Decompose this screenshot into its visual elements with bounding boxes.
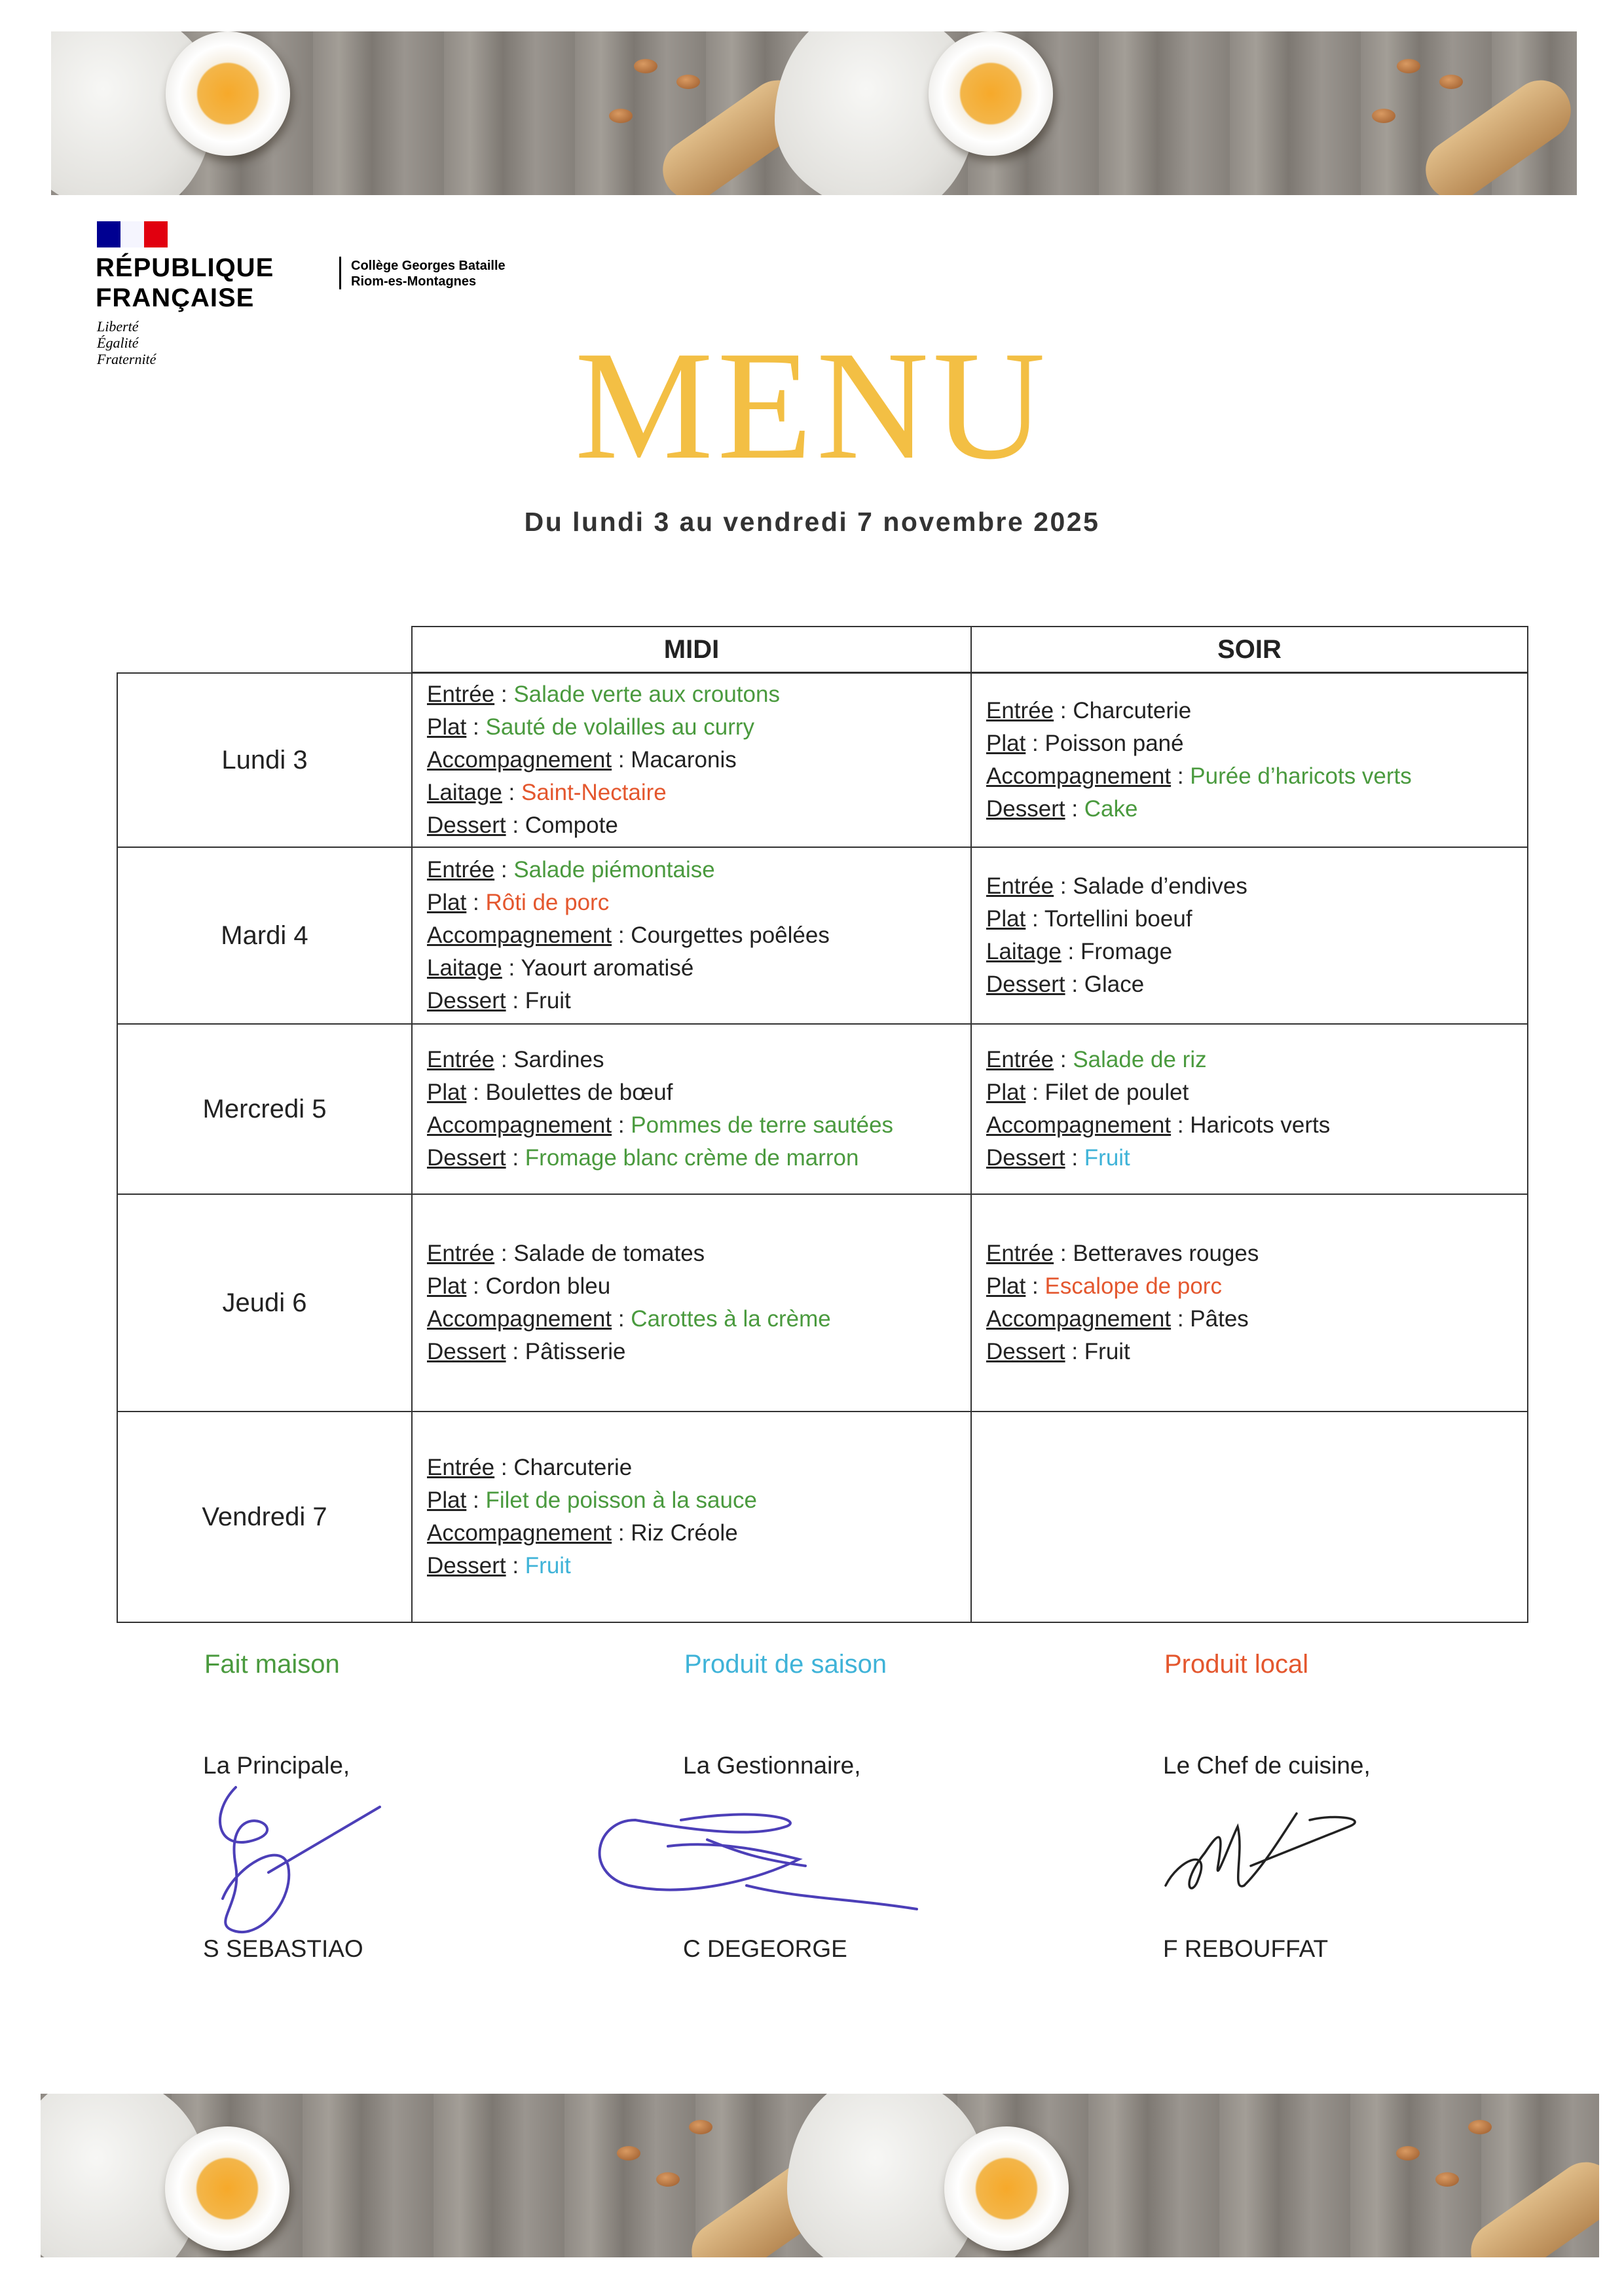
- dish-name: Salade piémontaise: [513, 857, 715, 883]
- menu-item: [427, 1109, 970, 1142]
- course-label: Entrée: [427, 682, 495, 707]
- course-label: Laitage: [986, 939, 1061, 964]
- menu-item: [986, 1237, 1527, 1270]
- separator: :: [1025, 906, 1044, 932]
- menu-item: [427, 886, 970, 919]
- course-label: Plat: [986, 1080, 1026, 1105]
- course-label: Plat: [427, 1487, 467, 1513]
- gestionnaire-signature: [589, 1781, 930, 1912]
- menu-item: [986, 1076, 1527, 1109]
- legend-fait-maison: Fait maison: [204, 1650, 340, 1679]
- dish-name: Salade verte aux croutons: [513, 682, 780, 707]
- dish-name: Escalope de porc: [1044, 1273, 1222, 1299]
- principale-signature: [196, 1768, 393, 1951]
- dish-name: Pâtes: [1190, 1306, 1249, 1332]
- course-label: Accompagnement: [427, 1520, 612, 1546]
- menu-item: [427, 1142, 970, 1175]
- course-label: Entrée: [427, 857, 495, 883]
- dish-name: Carottes à la crème: [631, 1306, 831, 1332]
- course-label: Plat: [986, 906, 1026, 932]
- separator: :: [502, 780, 522, 805]
- separator: :: [612, 1306, 631, 1332]
- menu-item: [986, 793, 1527, 826]
- dish-name: Glace: [1084, 972, 1145, 997]
- separator: :: [1025, 731, 1045, 756]
- course-label: Dessert: [427, 1145, 506, 1171]
- course-label: Entrée: [986, 1241, 1054, 1266]
- course-label: Entrée: [427, 1455, 495, 1480]
- soir-menu-cell: [970, 847, 1528, 1025]
- course-label: Plat: [427, 714, 467, 740]
- french-flag-logo: [97, 221, 168, 247]
- course-label: Dessert: [986, 1339, 1065, 1364]
- college-name: Collège Georges Bataille Riom-es-Montagnes: [351, 259, 506, 289]
- menu-item: [427, 1550, 970, 1582]
- separator: :: [1054, 1047, 1073, 1072]
- menu-item: [986, 1142, 1527, 1175]
- dish-name: Fruit: [1084, 1339, 1130, 1364]
- menu-item: [986, 760, 1527, 793]
- course-label: Laitage: [427, 780, 502, 805]
- separator: :: [1065, 1339, 1084, 1364]
- republique-francaise-wordmark: RÉPUBLIQUE FRANÇAISE: [96, 253, 274, 312]
- course-label: Entrée: [986, 873, 1054, 899]
- menu-item: [427, 854, 970, 886]
- separator: :: [466, 890, 486, 915]
- top-food-banner: [51, 31, 1577, 195]
- dish-name: Macaronis: [631, 747, 737, 773]
- menu-item: [986, 968, 1527, 1001]
- dish-name: Sardines: [513, 1047, 604, 1072]
- soir-header: SOIR: [970, 626, 1528, 673]
- midi-menu-cell: [411, 847, 972, 1025]
- legend-produit-local: Produit local: [1164, 1650, 1309, 1679]
- separator: :: [612, 1112, 631, 1138]
- dish-name: Fromage: [1080, 939, 1173, 964]
- course-label: Entrée: [986, 698, 1054, 723]
- separator: :: [494, 1047, 514, 1072]
- menu-item: [427, 711, 970, 744]
- dish-name: Cake: [1084, 796, 1138, 822]
- course-label: Plat: [427, 1080, 467, 1105]
- dish-name: Salade d’endives: [1073, 873, 1247, 899]
- menu-item: [427, 1076, 970, 1109]
- gestionnaire-role: La Gestionnaire,: [683, 1752, 861, 1779]
- menu-title: MENU: [574, 319, 1050, 492]
- dish-name: Charcuterie: [513, 1455, 633, 1480]
- separator: :: [1065, 972, 1084, 997]
- day-label: Mercredi 5: [117, 1023, 413, 1195]
- menu-item: [427, 1044, 970, 1076]
- chef-role: Le Chef de cuisine,: [1163, 1752, 1371, 1779]
- menu-item: [986, 1336, 1527, 1368]
- separator: :: [1065, 1145, 1084, 1171]
- dish-name: Purée d’haricots verts: [1190, 763, 1412, 789]
- midi-menu-cell: [411, 1023, 972, 1195]
- separator: :: [494, 1455, 514, 1480]
- separator: :: [502, 955, 521, 981]
- dish-name: Fruit: [525, 1553, 571, 1578]
- separator: :: [1054, 873, 1073, 899]
- soir-menu-cell: [970, 1194, 1528, 1412]
- course-label: Accompagnement: [986, 1306, 1172, 1332]
- menu-item: [986, 1303, 1527, 1336]
- menu-item: [986, 936, 1527, 968]
- separator: :: [612, 922, 631, 948]
- midi-menu-cell: [411, 1411, 972, 1623]
- separator: :: [506, 1553, 525, 1578]
- dish-name: Fruit: [525, 988, 571, 1013]
- dish-name: Tortellini boeuf: [1044, 906, 1192, 932]
- dish-name: Saint-Nectaire: [521, 780, 667, 805]
- dish-name: Betteraves rouges: [1073, 1241, 1259, 1266]
- dish-name: Sauté de volailles au curry: [485, 714, 754, 740]
- dish-name: Filet de poisson à la sauce: [485, 1487, 757, 1513]
- menu-item: [427, 952, 970, 985]
- course-label: Accompagnement: [427, 747, 612, 773]
- menu-item: [986, 1270, 1527, 1303]
- menu-item: [986, 1044, 1527, 1076]
- menu-item: [986, 1109, 1527, 1142]
- separator: :: [466, 714, 486, 740]
- course-label: Dessert: [427, 812, 506, 838]
- soir-menu-cell: [970, 1411, 1528, 1623]
- menu-item: [427, 776, 970, 809]
- course-label: Accompagnement: [427, 922, 612, 948]
- course-label: Accompagnement: [986, 1112, 1172, 1138]
- course-label: Accompagnement: [986, 763, 1172, 789]
- dish-name: Fruit: [1084, 1145, 1130, 1171]
- separator: :: [1065, 796, 1084, 822]
- bottom-food-banner: [41, 2094, 1599, 2257]
- dish-name: Salade de tomates: [513, 1241, 705, 1266]
- course-label: Dessert: [427, 1339, 506, 1364]
- course-label: Entrée: [986, 1047, 1054, 1072]
- logo-divider: [339, 257, 341, 289]
- dish-name: Salade de riz: [1073, 1047, 1207, 1072]
- dish-name: Compote: [525, 812, 618, 838]
- menu-item: [427, 809, 970, 842]
- day-label: Vendredi 7: [117, 1411, 413, 1623]
- course-label: Plat: [427, 1273, 467, 1299]
- gestionnaire-name: C DEGEORGE: [683, 1935, 847, 1962]
- menu-item: [986, 727, 1527, 760]
- menu-item: [427, 1517, 970, 1550]
- menu-item: [986, 695, 1527, 727]
- separator: :: [612, 1520, 631, 1546]
- chef-signature: [1153, 1787, 1375, 1905]
- dish-name: Pommes de terre sautées: [631, 1112, 894, 1138]
- dish-name: Courgettes poêlées: [631, 922, 830, 948]
- menu-item: [427, 1270, 970, 1303]
- course-label: Plat: [427, 890, 467, 915]
- dish-name: Pâtisserie: [525, 1339, 626, 1364]
- menu-item: [427, 1451, 970, 1484]
- dish-name: Fromage blanc crème de marron: [525, 1145, 859, 1171]
- separator: :: [506, 1145, 525, 1171]
- dish-name: Charcuterie: [1073, 698, 1192, 723]
- dish-name: Yaourt aromatisé: [521, 955, 694, 981]
- soir-menu-cell: [970, 672, 1528, 848]
- separator: :: [612, 747, 631, 773]
- course-label: Plat: [986, 731, 1026, 756]
- separator: :: [466, 1080, 486, 1105]
- chef-name: F REBOUFFAT: [1163, 1935, 1329, 1962]
- course-label: Dessert: [986, 796, 1065, 822]
- republic-motto: Liberté Égalité Fraternité: [97, 318, 157, 367]
- soir-menu-cell: [970, 1023, 1528, 1195]
- course-label: Dessert: [427, 1553, 506, 1578]
- separator: :: [506, 988, 525, 1013]
- dish-name: Boulettes de bœuf: [485, 1080, 673, 1105]
- separator: :: [1171, 1306, 1190, 1332]
- course-label: Entrée: [427, 1241, 495, 1266]
- course-label: Entrée: [427, 1047, 495, 1072]
- dish-name: Riz Créole: [631, 1520, 738, 1546]
- midi-menu-cell: [411, 1194, 972, 1412]
- menu-item: [427, 1237, 970, 1270]
- course-label: Accompagnement: [427, 1306, 612, 1332]
- day-label: Lundi 3: [117, 672, 413, 848]
- course-label: Laitage: [427, 955, 502, 981]
- course-label: Plat: [986, 1273, 1026, 1299]
- principale-role: La Principale,: [203, 1752, 350, 1779]
- menu-item: [427, 1303, 970, 1336]
- menu-item: [986, 903, 1527, 936]
- separator: :: [466, 1273, 486, 1299]
- dish-name: Cordon bleu: [485, 1273, 611, 1299]
- separator: :: [1025, 1273, 1045, 1299]
- separator: :: [1171, 763, 1190, 789]
- separator: :: [1171, 1112, 1190, 1138]
- separator: :: [1054, 698, 1073, 723]
- separator: :: [1061, 939, 1081, 964]
- date-range: Du lundi 3 au vendredi 7 novembre 2025: [524, 507, 1100, 537]
- separator: :: [494, 857, 514, 883]
- principale-name: S SEBASTIAO: [203, 1935, 363, 1962]
- dish-name: Filet de poulet: [1044, 1080, 1189, 1105]
- dish-name: Poisson pané: [1044, 731, 1184, 756]
- separator: :: [1054, 1241, 1073, 1266]
- course-label: Dessert: [986, 972, 1065, 997]
- menu-item: [427, 1484, 970, 1517]
- separator: :: [494, 682, 514, 707]
- menu-item: [427, 744, 970, 776]
- midi-header: MIDI: [411, 626, 972, 673]
- separator: :: [506, 1339, 525, 1364]
- menu-item: [986, 870, 1527, 903]
- separator: :: [506, 812, 525, 838]
- separator: :: [466, 1487, 486, 1513]
- day-label: Jeudi 6: [117, 1194, 413, 1412]
- menu-item: [427, 1336, 970, 1368]
- course-label: Dessert: [427, 988, 506, 1013]
- menu-item: [427, 678, 970, 711]
- separator: :: [1025, 1080, 1045, 1105]
- midi-menu-cell: [411, 672, 972, 848]
- separator: :: [494, 1241, 514, 1266]
- legend-produit-saison: Produit de saison: [684, 1650, 887, 1679]
- dish-name: Haricots verts: [1190, 1112, 1331, 1138]
- day-label: Mardi 4: [117, 847, 413, 1025]
- menu-item: [427, 985, 970, 1017]
- menu-item: [427, 919, 970, 952]
- dish-name: Rôti de porc: [485, 890, 610, 915]
- course-label: Accompagnement: [427, 1112, 612, 1138]
- course-label: Dessert: [986, 1145, 1065, 1171]
